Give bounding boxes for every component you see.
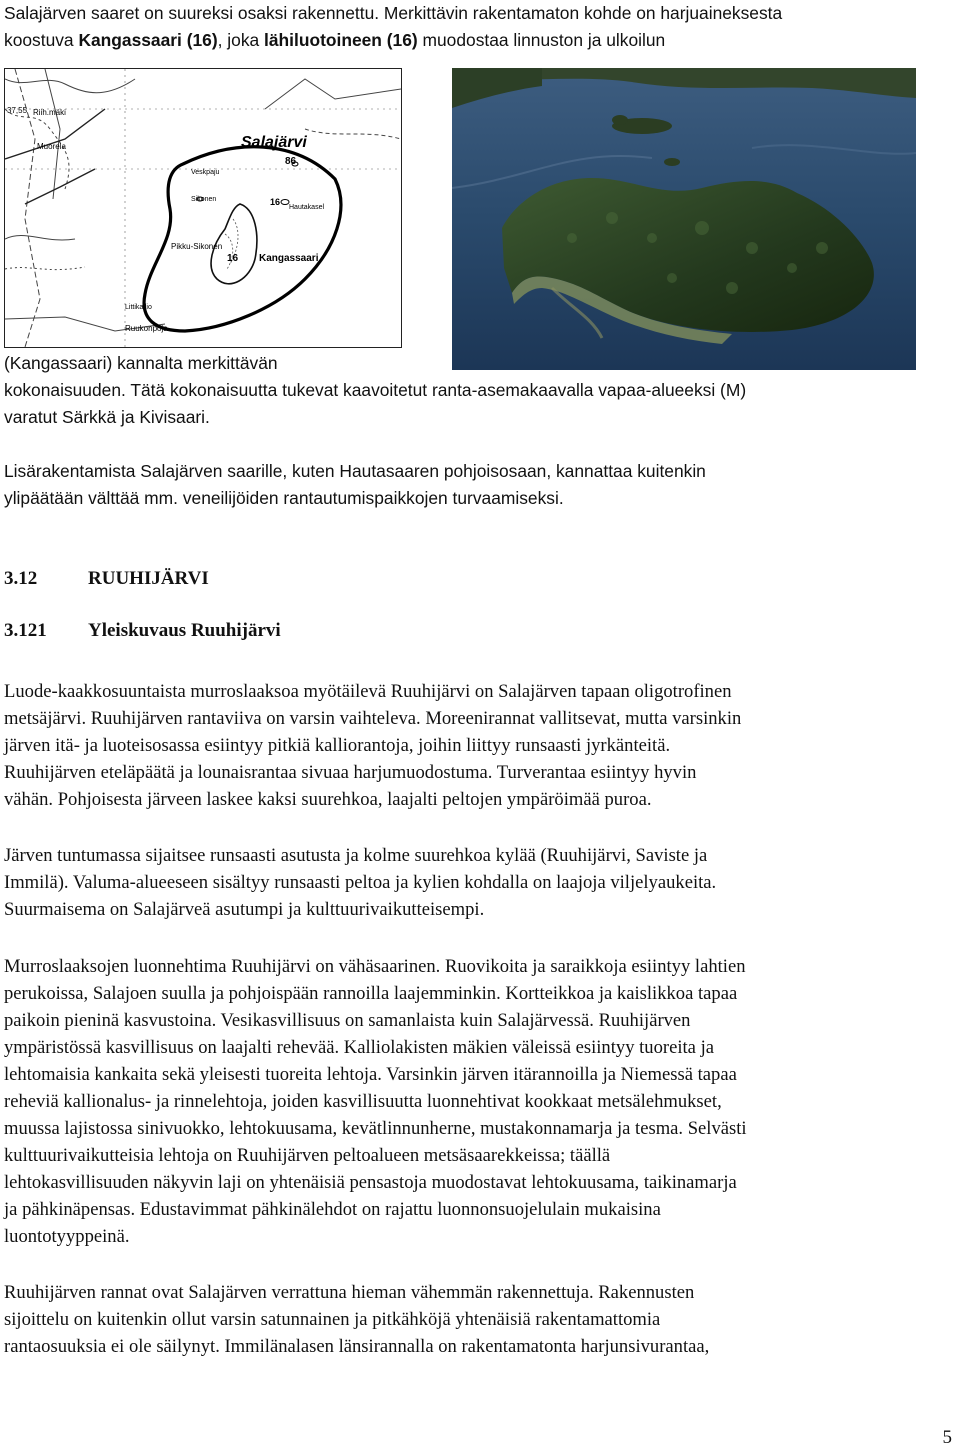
intro-line-3: (Kangassaari) kannalta merkittävän [4,353,278,373]
section-title: RUUHIJÄRVI [88,568,209,589]
p3-line-6: reheviä kallionalus- ja rinnelehtoja, joiden kasvillisuutta luonnehtivat kookkaat metsälehmukset, [4,1091,722,1112]
p2-line-2: Immilä). Valuma-alueeseen sisältyy runsaasti peltoa ja kylien kohdalla on laajoja viljelyaukeita. [4,872,717,893]
p3-line-8: kulttuurivaikutteisia lehtoja on Ruuhijärven peltoalueen metsäsaarekkeissa; täällä [4,1145,611,1166]
subsection-heading [4,620,281,642]
map-label-16-island: 16 [227,253,239,264]
lahiluotoineen-bold: lähiluotoineen (16) [264,30,418,50]
para2-line-2: ylipäätään välttää mm. veneilijöiden rantautumispaikkojen turvaamiseksi. [4,488,564,508]
p3-line-5: lehtomaisia kankaita sekä yleisesti tuoreita lehtoja. Varsinkin järven itärannoilla ja Niemessä tapaa [4,1064,737,1085]
p1-line-4: Ruuhijärven eteläpäätä ja lounaisrantaa sivuaa harjumuodostuma. Turverantaa esiintyy hyvin [4,762,697,783]
p3-line-1: Murroslaaksojen luonnehtima Ruuhijärvi on vähäsaarinen. Ruovikoita ja saraikkoja esiintyy lahtien [4,956,746,977]
map-label-veskpaju: Veskpaju [191,169,220,176]
p3-line-2: perukoissa, Salajoen suulla ja pohjoispään rannoilla laajemminkin. Kortteikkoa ja kaislikkoa tapaa [4,983,738,1004]
section-number: 3.12 [4,568,38,589]
map-label-littikallio: Littikallio [125,304,152,311]
kangassaari-bold: Kangassaari (16) [78,30,218,50]
p3-line-10: ja pähkinäpensas. Edustavimmat pähkinälehdot on rajattu luonnonsuojelulain mukaisina [4,1199,661,1220]
map-label-sikonen: Sikonen [191,196,217,203]
p1-line-2: metsäjärvi. Ruuhijärven rantaviiva on varsin vaihteleva. Moreenirannat vallitsevat, mutta varsinkin [4,708,742,729]
page-number: 5 [942,1427,952,1448]
p4-line-1: Ruuhijärven rannat ovat Salajärven verrattuna hieman vähemmän rakennettuja. Rakennusten [4,1282,695,1303]
map-label-ruukonpoja: Ruukonpoja [125,324,168,333]
p3-line-4: ympäristössä kasvillisuus on laajalti rehevää. Kalliolakisten mäkien väleissä esiintyy tuoreita ja [4,1037,714,1058]
intro-line-5: varatut Särkkä ja Kivisaari. [4,407,210,427]
aerial-photo-svg [452,68,916,370]
text-fragment: koostuva [4,30,79,50]
subsection-number: 3.121 [4,620,47,641]
p3-line-11: luontotyyppeinä. [4,1226,130,1247]
subsection-title: Yleiskuvaus Ruuhijärvi [88,620,281,641]
para2-line-1: Lisärakentamista Salajärven saarille, kuten Hautasaaren pohjoisosaan, kannattaa kuitenkin [4,461,706,481]
map-label-muorela: Muorela [37,142,66,151]
p3-line-7: muussa lajistossa sinivuokko, lehtokuusama, kevätlinnunherne, mustakonnamarja ja tesma. Selvästi [4,1118,747,1139]
map-svg [5,69,401,347]
aerial-photo [452,68,916,370]
p3-line-9: lehtokasvillisuuden näkyvin laji on yhtenäisiä pensastoja muodostavat lehtokuusama, taikinamarja [4,1172,737,1193]
map-label-pikku-sikonen: Pikku-Sikonen [171,242,223,251]
p1-line-1: Luode-kaakkosuuntaista murroslaaksoa myötäilevä Ruuhijärvi on Salajärven tapaan oligotrofinen [4,681,732,702]
section-heading [4,568,209,590]
intro-line-4: kokonaisuuden. Tätä kokonaisuutta tukevat kaavoitetut ranta-asemakaavalla vapaa-alueeksi (M) [4,380,747,400]
map-label-coord: 37,55 [7,106,28,115]
p4-line-2: sijoittelu on kuitenkin ollut varsin satunnainen ja pitkähköjä yhtenäisiä rakentamattomia [4,1309,661,1330]
intro-line-2 [4,27,665,54]
text-fragment: muodostaa linnuston ja ulkoilun [417,30,666,50]
p3-line-3: paikoin pieninä kasvustoina. Vesikasvillisuus on samanlaista kuin Salajärvessä. Ruuhijärven [4,1010,691,1031]
map-label-elev: 86 [285,156,297,167]
map-label-kangassaari: Kangassaari [259,253,319,264]
p1-line-3: järven itä- ja luoteisosassa esiintyy pitkiä kalliorantoja, joihin liittyy runsaasti jyrkänteitä. [4,735,671,756]
text-fragment: , joka [217,30,265,50]
p4-line-3: rantaosuuksia ei ole säilynyt. Immilänalasen länsirannalla on rakentamatonta harjunsivurantaa, [4,1336,710,1357]
map-label-16-islet: 16 [270,197,281,207]
p2-line-3: Suurmaisema on Salajärveä asutumpi ja kulttuurivaikutteisempi. [4,899,485,920]
p2-line-1: Järven tuntumassa sijaitsee runsaasti asutusta ja kolme suurehkoa kylää (Ruuhijärvi, Saviste ja [4,845,708,866]
map-figure [4,68,402,348]
intro-line-1: Salajärven saaret on suureksi osaksi rakennettu. Merkittävin rakentamaton kohde on harjuaineksesta [4,3,783,23]
map-label-riihimaki: Riih.mäki [33,108,66,117]
map-label-lake: Salajärvi [241,134,307,151]
map-label-hautakasel: Hautakasel [289,204,325,211]
p1-line-5: vähän. Pohjoisesta järveen laskee kaksi suurehkoa, laajalti peltojen ympäröimää puroa. [4,789,652,810]
